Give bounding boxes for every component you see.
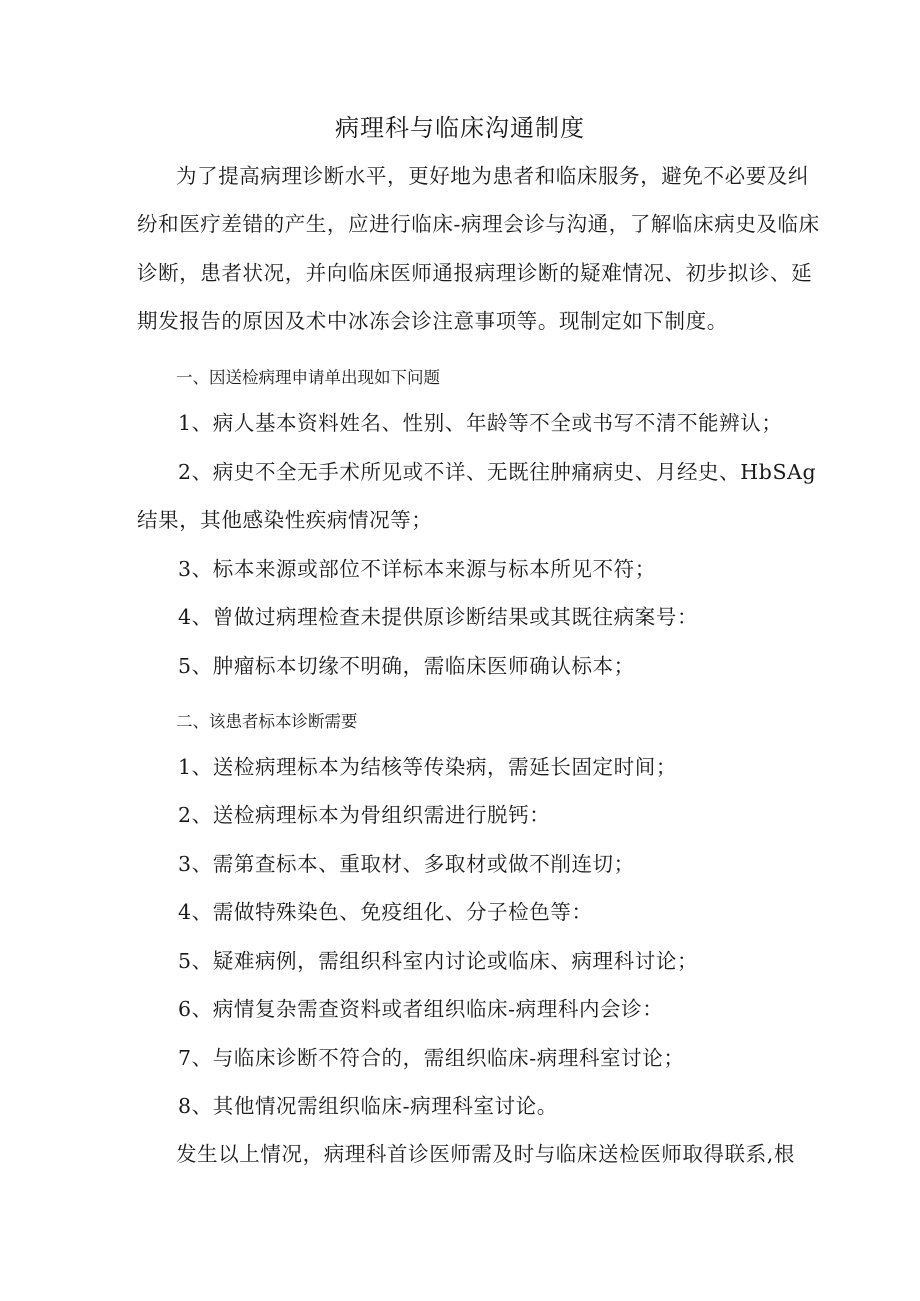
list-item: 4、曾做过病理检查未提供原诊断结果或其既往病案号： xyxy=(178,605,699,629)
list-item: 1、病人基本资料姓名、性别、年龄等不全或书写不清不能辨认； xyxy=(178,411,783,435)
intro-line: 纷和医疗差错的产生，应进行临床-病理会诊与沟通，了解临床病史及临床 xyxy=(137,212,820,236)
section-heading: 二、该患者标本诊断需要 xyxy=(176,712,358,731)
intro-line: 为了提高病理诊断水平，更好地为患者和临床服务，避免不必要及纠 xyxy=(176,164,809,188)
list-item: 7、与临床诊断不符合的，需组织临床-病理科室讨论； xyxy=(178,1046,685,1070)
list-item: 结果，其他感染性疾病情况等； xyxy=(137,508,433,532)
intro-line: 期发报告的原因及术中冰冻会诊注意事项等。现制定如下制度。 xyxy=(137,309,728,333)
list-item: 4、需做特殊染色、免疫组化、分子检色等： xyxy=(178,900,593,924)
list-item: 6、病情复杂需查资料或者组织临床-病理科内会诊： xyxy=(178,997,664,1021)
list-item: 3、标本来源或部位不详标本来源与标本所见不符； xyxy=(178,557,656,581)
list-item: 8、其他情况需组织临床-病理科室讨论。 xyxy=(178,1094,558,1118)
closing-line: 发生以上情况，病理科首诊医师需及时与临床送检医师取得联系,根 xyxy=(176,1142,796,1166)
list-item: 1、送检病理标本为结核等传染病，需延长固定时间； xyxy=(178,755,677,779)
list-item: 2、送检病理标本为骨组织需进行脱钙： xyxy=(178,803,551,827)
list-item: 3、需第查标本、重取材、多取材或做不削连切； xyxy=(178,852,635,876)
intro-line: 诊断，患者状况，并向临床医师通报病理诊断的疑难情况、初步拟诊、延 xyxy=(137,261,813,285)
list-item: 5、肿瘤标本切缘不明确，需临床医师确认标本； xyxy=(178,654,635,678)
section-heading: 一、因送检病理申请单出现如下问题 xyxy=(176,368,440,387)
list-item: 2、病史不全无手术所见或不详、无既往肿痛病史、月经史、HbSAg xyxy=(178,460,817,484)
list-item: 5、疑难病例，需组织科室内讨论或临床、病理科讨论； xyxy=(178,949,699,973)
page-title: 病理科与临床沟通制度 xyxy=(335,114,585,142)
